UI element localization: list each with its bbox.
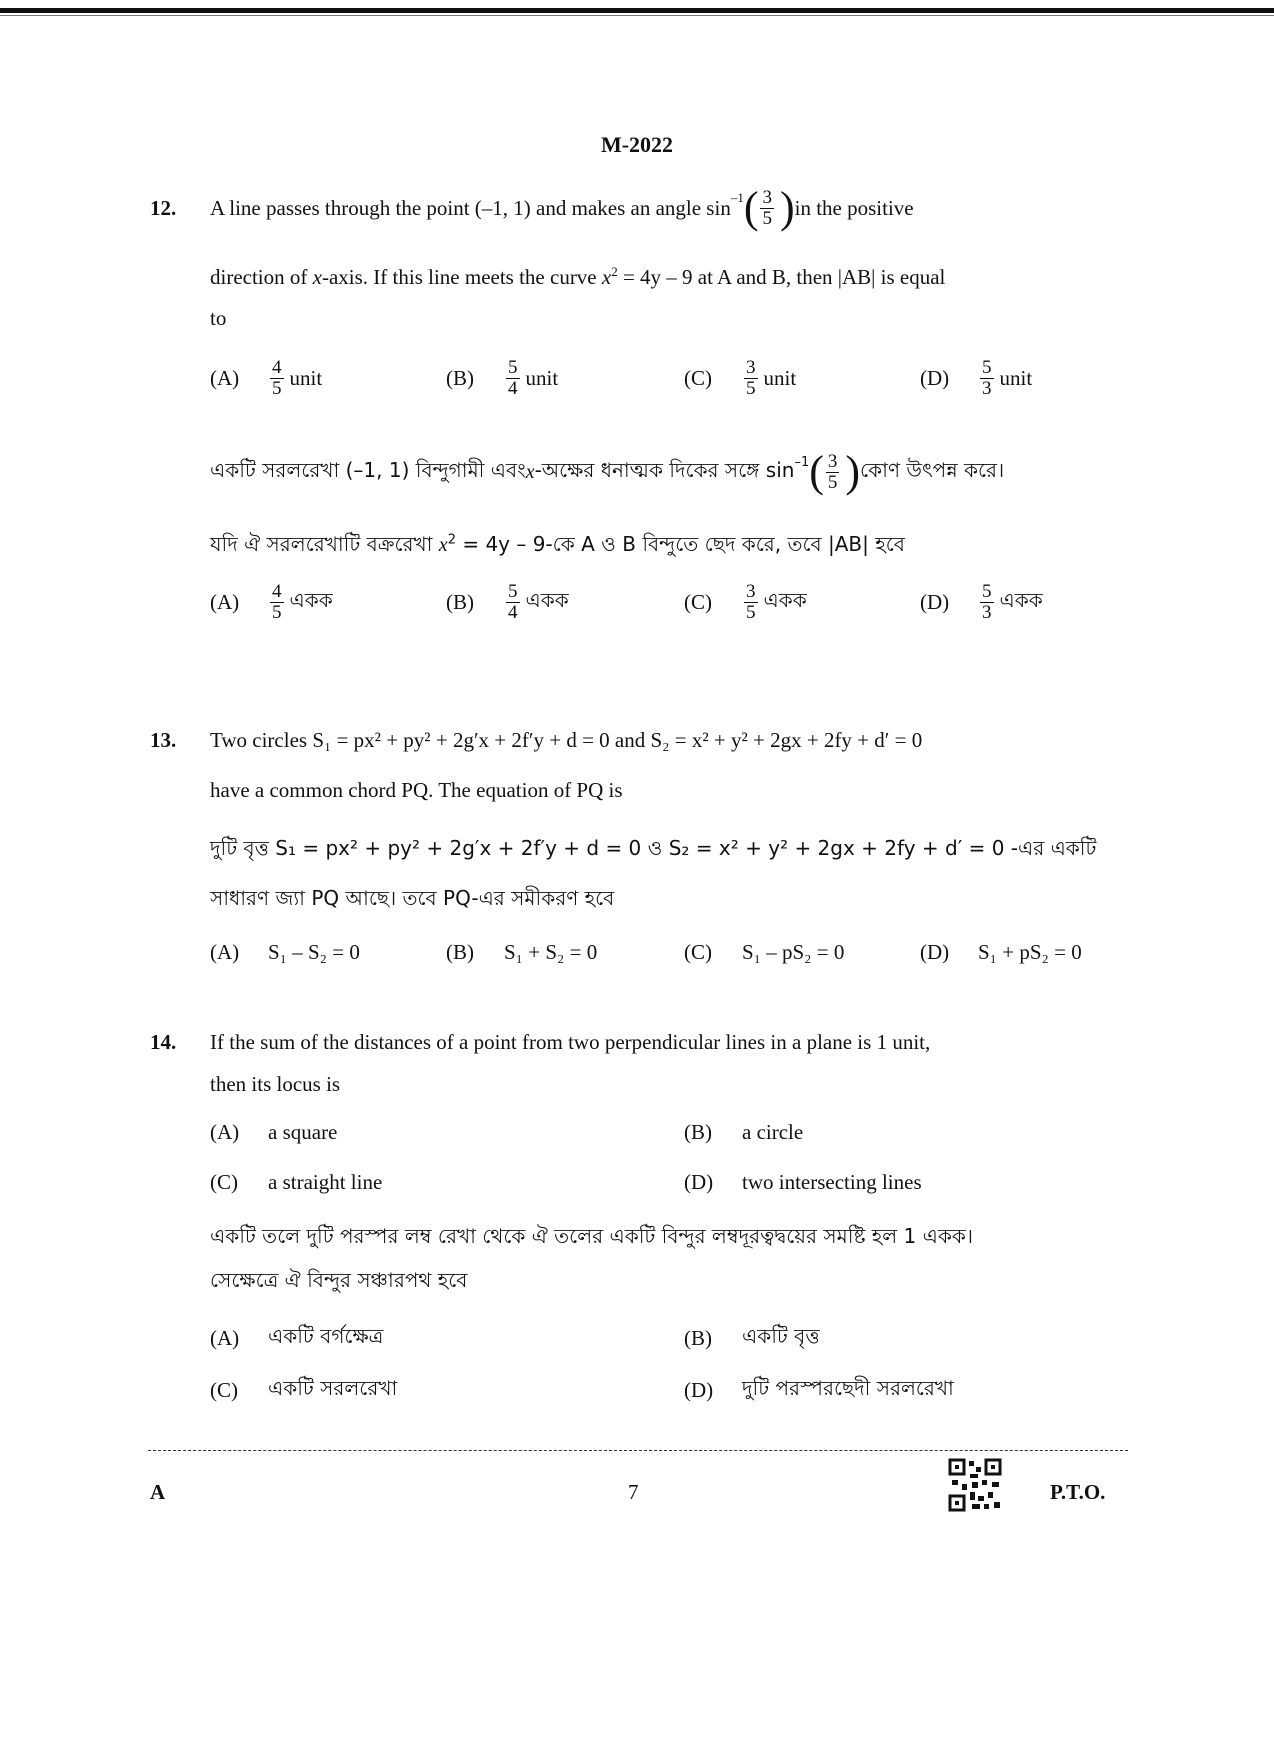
q13-english-line-1: Two circles S₁ = px² + py² + 2g′x + 2f′y + d = 0 and S₂ = x² + y² + 2gx + 2fy + d′ = 0: [210, 728, 923, 752]
question-number-14: 14.: [150, 1030, 177, 1054]
q12-option-d-en: (D) $\frac{5}{3}$ unit: [920, 357, 1033, 399]
q14-bengali-line-1: একটি তলে দুটি পরস্পর লম্ব রেখা থেকে ঐ তলের একটি বিন্দুর লম্বদূরত্বদ্বয়ের সমষ্টি হল 1 একক।: [210, 1224, 973, 1248]
question-number-13: 13.: [150, 728, 177, 752]
q12-option-c-bn: (C) $\frac{3}{5}$ একক: [684, 581, 807, 623]
q14-option-a-bn: (A) একটি বর্গক্ষেত্র: [210, 1324, 384, 1350]
q13-english-line-2: have a common chord PQ. The equation of PQ is: [210, 778, 623, 802]
q12-option-d-bn: (D) $\frac{5}{3}$ একক: [920, 581, 1043, 623]
q14-option-c-en: (C) a straight line: [210, 1170, 383, 1194]
q13-option-a: (A) S₁ – S₂ = 0: [210, 940, 360, 964]
q12-option-c-en: (C) $\frac{3}{5}$ unit: [684, 357, 797, 399]
q14-option-b-en: (B) a circle: [684, 1120, 804, 1144]
q14-option-d-bn: (D) দুটি পরস্পরছেদী সরলরেখা: [684, 1376, 954, 1402]
q14-option-c-bn: (C) একটি সরলরেখা: [210, 1376, 398, 1402]
q12-option-a-bn: (A) $\frac{4}{5}$ একক: [210, 581, 333, 623]
q12-bengali-line-2: যদি ঐ সরলরেখাটি বক্ররেখা $x^2 = 4y$ – 9-কে A ও B বিন্দুতে ছেদ করে, তবে |AB| হবে: [210, 532, 905, 556]
q12-option-b-bn: (B) $\frac{5}{4}$ একক: [446, 581, 569, 623]
please-turn-over: P.T.O.: [1050, 1480, 1106, 1504]
q14-option-d-en: (D) two intersecting lines: [684, 1170, 922, 1194]
q13-bengali-line-1: দুটি বৃত্ত S₁ = px² + py² + 2g′x + 2f′y + d = 0 ও S₂ = x² + y² + 2gx + 2fy + d′ = 0 -এর একটি: [210, 836, 1097, 860]
question-number-12: 12.: [150, 196, 177, 220]
q12-bengali-line-1: একটি সরলরেখা (–1, 1) বিন্দুগামী এবং x -অক্ষের ধনাত্মক দিকের সঙ্গে sin $^{-1}$ ( $\frac{3}{5}$ ) কোণ উৎপন্ন করে।: [210, 447, 1005, 496]
q13-option-c: (C) S₁ – pS₂ = 0: [684, 940, 845, 964]
q13-option-b: (B) S₁ + S₂ = 0: [446, 940, 598, 964]
q14-bengali-line-2: সেক্ষেত্রে ঐ বিন্দুর সঞ্চারপথ হবে: [210, 1268, 468, 1292]
qr-code: [948, 1458, 1002, 1512]
q13-bengali-line-2: সাধারণ জ্যা PQ আছে। তবে PQ-এর সমীকরণ হবে: [210, 886, 615, 910]
top-border-thin: [0, 15, 1274, 16]
q12-option-b-en: (B) $\frac{5}{4}$ unit: [446, 357, 559, 399]
q12-english-line-2: direction of x-axis. If this line meets the curve $x^2 = 4y - 9$ at A and B, then |AB| is equal: [210, 264, 946, 289]
q12-option-a-en: (A) $\frac{4}{5}$ unit: [210, 357, 323, 399]
q12-english-line-1: A line passes through the point (–1, 1) and makes an angle sin $^{-1}$ ( $\frac{3}{5}$ ) in the positive: [210, 183, 914, 232]
top-border: [0, 8, 1274, 13]
q14-english-line-2: then its locus is: [210, 1072, 341, 1096]
set-code: A: [150, 1480, 166, 1504]
q12-english-line-3: to: [210, 306, 227, 330]
page-number: 7: [628, 1480, 639, 1504]
q14-english-line-1: If the sum of the distances of a point from two perpendicular lines in a plane is 1 unit,: [210, 1030, 931, 1054]
paper-code: M-2022: [600, 132, 674, 157]
q14-option-a-en: (A) a square: [210, 1120, 338, 1144]
q14-option-b-bn: (B) একটি বৃত্ত: [684, 1324, 820, 1350]
q12-angle-fraction: ( $\frac{3}{5}$ ): [743, 183, 795, 232]
q13-option-d: (D) S₁ + pS₂ = 0: [920, 940, 1082, 964]
footer-divider: [148, 1450, 1128, 1451]
